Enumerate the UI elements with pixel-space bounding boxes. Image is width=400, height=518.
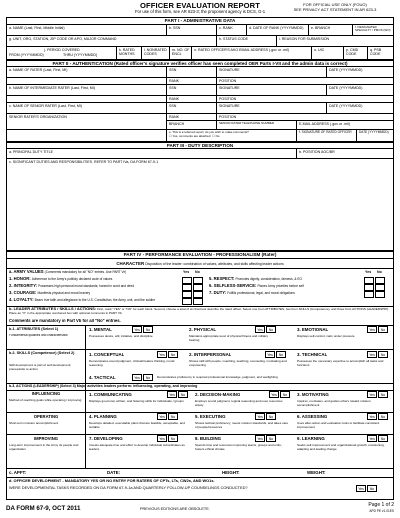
thru-field[interactable]: THRU (YYYYMMDD) bbox=[63, 53, 98, 57]
rater-blank bbox=[7, 78, 167, 85]
action-planning: 4. PLANNING bbox=[89, 414, 117, 419]
email-field[interactable]: n. RATED OFFICER'S AKO EMAIL ADDRESS (.gov or .mil) bbox=[192, 47, 312, 60]
psb-code-field[interactable]: q. PSB CODE bbox=[368, 47, 393, 60]
intermediate-rank-field[interactable]: RANK bbox=[167, 96, 217, 103]
influencing-desc: Method of reaching goals while operating / improving bbox=[9, 399, 82, 402]
rater-position-field[interactable]: POSITION bbox=[217, 78, 393, 85]
cmd-code-field[interactable]: p. CMD CODE bbox=[344, 47, 368, 60]
name-field[interactable]: a. NAME (Last, First, Middle Initial) bbox=[7, 25, 167, 36]
apft-date-label: DATE: bbox=[107, 470, 121, 475]
comments-mandatory-note: Comments are mandatory in Part Vb for all "No" entries. bbox=[9, 319, 121, 323]
value-selfless-key: 6. SELFLESS-SERVICE: bbox=[209, 284, 257, 288]
action-planning-yes[interactable]: Yes bbox=[157, 413, 167, 420]
intermediate-blank bbox=[7, 96, 167, 103]
attr-physical-desc: Maintains appropriate level of physical fitness and military bearing bbox=[189, 335, 268, 342]
skill-interpersonal-no[interactable]: No bbox=[276, 351, 286, 358]
value-selfless-service bbox=[209, 284, 361, 289]
height-label: HEIGHT: bbox=[222, 470, 240, 475]
integrity-yes-box[interactable] bbox=[182, 284, 192, 291]
senior-rater-signature-field[interactable]: SIGNATURE bbox=[217, 103, 327, 114]
yes-attached-label: Yes, comments are attached bbox=[172, 134, 211, 139]
duty-no-box[interactable] bbox=[375, 291, 385, 298]
courage-no-box[interactable] bbox=[193, 291, 203, 298]
duty-yes-box[interactable] bbox=[364, 291, 374, 298]
attr-mental-desc: Possesses desire, will, initiative, and discipline bbox=[89, 335, 153, 338]
army-values-title: a. ARMY VALUES bbox=[9, 270, 44, 274]
skill-tactical-desc: Demonstrates proficiency in required professional knowledge, judgment, and warfighting bbox=[157, 376, 278, 379]
action-executing-no[interactable]: No bbox=[266, 413, 276, 420]
action-planning-no[interactable]: No bbox=[168, 413, 178, 420]
senior-rater-date-field[interactable]: DATE (YYYYMMDD) bbox=[327, 103, 393, 114]
attr-mental-yes[interactable]: Yes bbox=[132, 326, 142, 333]
skills-desc: Skill development is part of self-development; prerequisite to action bbox=[9, 364, 72, 371]
action-communicating-no[interactable]: No bbox=[178, 391, 188, 398]
action-learning-desc: Seeks self-improvement and organizational growth; envisioning, adapting and leading change bbox=[297, 444, 385, 451]
action-developing: 7. DEVELOPING bbox=[89, 436, 123, 441]
action-building: 8. BUILDING bbox=[195, 436, 222, 441]
no-col-right: No bbox=[377, 270, 382, 274]
attributes-heading: b.1. ATTRIBUTES (Select 1) bbox=[9, 327, 59, 331]
no-col-left: No bbox=[195, 270, 200, 274]
attributes-desc: Fundamental qualities and characteristics bbox=[9, 334, 68, 337]
loyalty-no-box[interactable] bbox=[193, 298, 203, 305]
improving-desc: Long-term improvement in the Army its people and organization bbox=[9, 444, 79, 451]
honor-no-box[interactable] bbox=[193, 277, 203, 284]
ssn-field[interactable]: b. SSN bbox=[167, 25, 217, 36]
rater-ssn-field[interactable]: SSN bbox=[167, 67, 217, 78]
specialty-field[interactable]: f. DESIGNATED SPECIALTY / PMOS (WO) bbox=[353, 25, 393, 36]
rank-field[interactable]: c. RANK bbox=[217, 25, 247, 36]
action-motivating-no[interactable]: No bbox=[378, 391, 388, 398]
value-selfless-desc: Places Army priorities before self bbox=[257, 284, 304, 288]
skill-conceptual-no[interactable]: No bbox=[168, 351, 178, 358]
character-title: CHARACTER bbox=[116, 261, 145, 266]
value-respect-key: 5. RESPECT: bbox=[209, 277, 235, 281]
fouo-line-2: SEE PRIVACY ACT STATEMENT IN AR 623-3 bbox=[293, 7, 377, 13]
skill-conceptual-desc: Demonstrates sound judgment, critical/creative thinking, moral reasoning bbox=[89, 360, 175, 367]
value-honor-desc: Adherence to the Army's publicly declared code of values bbox=[31, 277, 113, 281]
attr-emotional: 3. EMOTIONAL bbox=[297, 327, 329, 332]
respect-yes-box[interactable] bbox=[364, 277, 374, 284]
referred-report-block bbox=[167, 130, 297, 142]
action-learning: 9. LEARNING bbox=[297, 436, 325, 441]
selfless-no-box[interactable] bbox=[375, 284, 385, 291]
yes-col-right: Yes bbox=[365, 270, 372, 274]
developmental-tasks-question: WERE DEVELOPMENTAL TASKS RECORDED ON DA FORM 67-9-1a AND QUARTERLY FOLLOW-UP COUNSELINGS CONDUCTED? bbox=[9, 486, 248, 490]
action-decision-making-desc: Employs sound judgment, logical reasoning and uses resources wisely bbox=[195, 400, 283, 407]
rater-rank-field[interactable]: RANK bbox=[167, 78, 217, 85]
significant-duties-field[interactable]: c. SIGNIFICANT DUTIES AND RESPONSIBILITIES. REFER TO PART IVa, DA FORM 67-9-1 bbox=[7, 159, 393, 251]
period-covered-label: j. PERIOD COVERED bbox=[44, 48, 80, 52]
improving-heading: IMPROVING bbox=[34, 437, 58, 441]
divider bbox=[7, 390, 393, 391]
skill-interpersonal-yes[interactable]: Yes bbox=[265, 351, 275, 358]
action-developing-no[interactable]: No bbox=[168, 435, 178, 442]
skill-technical-no[interactable]: No bbox=[378, 351, 388, 358]
referred-report-question: e. This is a referred report; do you wish to make comments? bbox=[169, 130, 249, 134]
divider bbox=[7, 349, 393, 350]
action-building-desc: Spends time and resources improving teams, groups and units; fosters ethical climate bbox=[195, 444, 282, 451]
action-assessing-no[interactable]: No bbox=[378, 413, 388, 420]
senior-rater-ssn-field[interactable]: SSN bbox=[167, 103, 217, 114]
intermediate-rater-signature-field[interactable]: SIGNATURE bbox=[217, 85, 327, 96]
value-courage-key: 3. COURAGE: bbox=[9, 291, 37, 295]
operating-desc: Short-term mission accomplishment bbox=[9, 422, 59, 425]
attr-emotional-desc: Displays self-control; calm under pressure bbox=[297, 335, 355, 338]
action-motivating: 3. MOTIVATING bbox=[297, 392, 329, 397]
army-values-line bbox=[9, 270, 126, 275]
loyalty-yes-box[interactable] bbox=[182, 298, 192, 305]
rated-officer-signature-field[interactable]: f. SIGNATURE OF RATED OFFICER bbox=[297, 130, 357, 142]
skill-technical-yes[interactable]: Yes bbox=[367, 351, 377, 358]
action-planning-desc: Develops detailed, executable plans that are feasible, acceptable, and suitable bbox=[89, 422, 185, 429]
page-indicator: Page 1 of 2 bbox=[368, 502, 394, 508]
nonrated-codes-field[interactable]: l. NONRATED CODES bbox=[142, 47, 170, 60]
character-line bbox=[7, 261, 393, 267]
weight-label: WEIGHT: bbox=[307, 470, 326, 475]
action-communicating-yes[interactable]: Yes bbox=[167, 391, 177, 398]
attr-mental: 1. MENTAL bbox=[89, 327, 112, 332]
no-checkbox[interactable]: ☐ bbox=[212, 134, 215, 139]
action-learning-yes[interactable]: Yes bbox=[367, 435, 377, 442]
intermediate-rater-date-field[interactable]: DATE (YYYYMMDD) bbox=[327, 85, 393, 96]
value-loyalty-key: 4. LOYALTY: bbox=[9, 298, 34, 302]
part3-header: PART III - DUTY DESCRIPTION bbox=[7, 142, 393, 149]
sr-org-blank bbox=[7, 130, 167, 142]
previous-editions-note: PREVIOUS EDITIONS ARE OBSOLETE. bbox=[140, 507, 210, 511]
action-communicating: 1. COMMUNICATING bbox=[89, 392, 132, 397]
position-aoc-field[interactable]: b. POSITION AOC/BR bbox=[297, 149, 393, 159]
action-building-yes[interactable]: Yes bbox=[255, 435, 265, 442]
form-subtitle: For use of this form, see AR 623-3; the proponent agency is DCS, G-1 bbox=[134, 9, 266, 14]
actions-heading: b.3. ACTIONS (LEADERSHIP) (Select 3) Major activities leaders perform: influencing, operating, and improving bbox=[9, 384, 198, 388]
senior-rater-rank-field[interactable]: RANK bbox=[167, 114, 217, 121]
apd-version: APD PE v1.01ES bbox=[369, 509, 394, 513]
influencing-heading: INFLUENCING bbox=[31, 392, 61, 396]
value-loyalty bbox=[9, 298, 179, 303]
intermediate-rater-ssn-field[interactable]: SSN bbox=[167, 85, 217, 96]
action-assessing: 6. ASSESSING bbox=[297, 414, 328, 419]
senior-rater-name-field[interactable]: c. NAME OF SENIOR RATER (Last, First, MI) bbox=[7, 103, 167, 114]
value-integrity-key: 2. INTEGRITY: bbox=[9, 284, 38, 288]
period-covered-block bbox=[7, 47, 117, 60]
attr-emotional-no[interactable]: No bbox=[378, 326, 388, 333]
senior-rater-email-field[interactable]: E-MAIL ADDRESS (.gov or .mil) bbox=[297, 121, 393, 130]
character-description: Disposition of the leader: combination of values, attributes, and skills affecting leader actions bbox=[145, 262, 284, 266]
reason-field[interactable]: i. REASON FOR SUBMISSION bbox=[277, 36, 393, 47]
branch-field[interactable]: e. BRANCH bbox=[309, 25, 353, 36]
officer-development-heading: d. OFFICER DEVELOPMENT - MANDATORY YES OR NO ENTRY FOR RATERS OF CPTs, LTs, CW2s, AND WO1s. bbox=[9, 479, 215, 483]
intermediate-position-field[interactable]: POSITION bbox=[217, 96, 393, 103]
principal-duty-field[interactable]: a. PRINCIPAL DUTY TITLE bbox=[7, 149, 297, 159]
integrity-no-box[interactable] bbox=[193, 284, 203, 291]
form-body bbox=[6, 17, 394, 500]
status-code-field[interactable]: h. STATUS CODE bbox=[217, 36, 277, 47]
leader-attributes-title: b. LEADER ATTRIBUTES / SKILLS / ACTIONS: bbox=[9, 307, 97, 311]
action-executing-yes[interactable]: Yes bbox=[255, 413, 265, 420]
attr-emotional-yes[interactable]: Yes bbox=[367, 326, 377, 333]
value-loyalty-desc: Bears true faith and allegiance to the U.S. Constitution, the Army, unit, and the soldier bbox=[34, 298, 156, 302]
respect-no-box[interactable] bbox=[375, 277, 385, 284]
value-honor-key: 1. HONOR: bbox=[9, 277, 31, 281]
value-duty-key: 7. DUTY: bbox=[209, 291, 227, 295]
skill-technical: 3. TECHNICAL bbox=[297, 352, 328, 357]
divider bbox=[7, 268, 393, 269]
skill-conceptual: 1. CONCEPTUAL bbox=[89, 352, 125, 357]
skill-tactical-no[interactable]: No bbox=[143, 374, 153, 381]
value-respect bbox=[209, 277, 361, 282]
form-number: DA FORM 67-9, OCT 2011 bbox=[6, 505, 81, 512]
senior-rater-phone-field[interactable]: SENIOR RATER TELEPHONE NUMBER bbox=[217, 121, 297, 130]
value-duty-desc: Fulfills professional, legal, and moral obligations bbox=[227, 291, 295, 295]
yes-col-left: Yes bbox=[183, 270, 190, 274]
referred-options bbox=[169, 135, 295, 138]
value-integrity bbox=[9, 284, 179, 289]
army-values-note: (Comments mandatory for all "NO" entries. Use PART Vb) bbox=[44, 270, 127, 274]
action-decision-making: 2. DECISION-MAKING bbox=[195, 392, 241, 397]
skill-conceptual-yes[interactable]: Yes bbox=[157, 351, 167, 358]
action-motivating-desc: Inspires, motivates, and guides others toward mission accomplishment bbox=[297, 400, 371, 407]
fouo-notice bbox=[276, 2, 394, 13]
intermediate-rater-name-field[interactable]: b. NAME OF INTERMEDIATE RATER (Last, First, MI) bbox=[7, 85, 167, 96]
apft-label: c. APFT: bbox=[9, 470, 27, 475]
operating-heading: OPERATING bbox=[33, 415, 59, 419]
action-learning-no[interactable]: No bbox=[378, 435, 388, 442]
action-decision-making-no[interactable]: No bbox=[280, 391, 290, 398]
senior-rater-org-field[interactable]: SENIOR RATER'S ORGANIZATION bbox=[7, 114, 167, 130]
senior-rater-position-field[interactable]: POSITION bbox=[217, 114, 393, 121]
unit-field[interactable]: g. UNIT, ORG, STATION, ZIP CODE OR APO, MAJOR COMMAND bbox=[7, 36, 217, 47]
rater-date-field[interactable]: DATE (YYYYMMDD) bbox=[327, 67, 393, 78]
action-executing: 5. EXECUTING bbox=[195, 414, 226, 419]
form-title: OFFICER EVALUATION REPORT bbox=[140, 1, 260, 10]
divider bbox=[7, 412, 393, 413]
action-building-no[interactable]: No bbox=[266, 435, 276, 442]
courage-yes-box[interactable] bbox=[182, 291, 192, 298]
attr-physical-yes[interactable]: Yes bbox=[255, 326, 265, 333]
value-honor bbox=[9, 277, 179, 282]
action-assessing-desc: Uses after-action and evaluation tools to facilitate consistent improvement bbox=[297, 422, 380, 429]
part4-header: PART IV - PERFORMANCE EVALUATION - PROFESSIONALISM (Rater) bbox=[7, 251, 393, 259]
date-of-rank-field[interactable]: d. DATE OF RANK (YYYYMMDD) bbox=[247, 25, 309, 36]
divider bbox=[7, 325, 393, 326]
action-communicating-desc: Displays good oral, written, and listening skills for individuals / groups bbox=[89, 400, 184, 403]
senior-rater-branch-field[interactable]: BRANCH bbox=[167, 121, 217, 130]
action-developing-yes[interactable]: Yes bbox=[157, 435, 167, 442]
part1-header: PART I - ADMINISTRATIVE DATA bbox=[7, 18, 393, 25]
no-label: No bbox=[215, 134, 220, 139]
skill-tactical-yes[interactable]: Yes bbox=[132, 374, 142, 381]
value-courage bbox=[9, 291, 179, 296]
skill-tactical: 4. TACTICAL bbox=[89, 375, 116, 380]
action-motivating-yes[interactable]: Yes bbox=[367, 391, 377, 398]
attr-mental-no[interactable]: No bbox=[143, 326, 153, 333]
part2-header: PART II - AUTHENTICATION (Rated officer's signature verifies officer has seen completed OER Parts I-VII and the admin data is correct) bbox=[7, 60, 393, 67]
action-decision-making-yes[interactable]: Yes bbox=[269, 391, 279, 398]
enclosures-field[interactable]: m. NO. OF ENCL bbox=[170, 47, 192, 60]
value-duty bbox=[209, 291, 361, 296]
yes-attached-checkbox[interactable]: ☐ bbox=[169, 134, 172, 139]
selfless-yes-box[interactable] bbox=[364, 284, 374, 291]
divider bbox=[7, 434, 393, 435]
leader-attributes-desc: First, mark "YES" or "NO" for each block. Second, choose a total of six that best describe the rated officer. Select one from ATTRIBUTES, two from SKILLS (Competence), and three from ACTIONS (LEADERSHIP). Place an "X" in the appropriate numbered box with optional comments in PART Vb. bbox=[9, 307, 390, 315]
uic-field[interactable]: o. UIC bbox=[312, 47, 344, 60]
action-assessing-yes[interactable]: Yes bbox=[367, 413, 377, 420]
rated-officer-date-field[interactable]: DATE (YYYYMMDD) bbox=[357, 130, 393, 142]
skills-heading: b.2. SKILLS (Competence) (Select 2) bbox=[9, 351, 75, 355]
divider bbox=[7, 468, 393, 469]
value-courage-desc: Manifests physical and moral bravery bbox=[37, 291, 91, 295]
from-field[interactable]: FROM (YYYYMMDD) bbox=[9, 53, 44, 57]
divider bbox=[7, 477, 393, 478]
value-respect-desc: Promotes dignity, consideration, fairness, & EO bbox=[235, 277, 302, 281]
value-integrity-desc: Possesses high personal moral standards; honest in word and deed bbox=[38, 284, 135, 288]
fouo-line-1: FOR OFFICIAL USE ONLY (FOUO) bbox=[303, 2, 367, 7]
dev-tasks-no[interactable]: No bbox=[367, 485, 377, 492]
skill-technical-desc: Possesses the necessary expertise to accomplish all tasks and functions bbox=[297, 360, 384, 367]
rated-months-field[interactable]: k. RATED MONTHS bbox=[117, 47, 142, 60]
leader-attributes-block bbox=[9, 307, 393, 315]
honor-yes-box[interactable] bbox=[182, 277, 192, 284]
skill-interpersonal-desc: Shows skill with people: coaching, teaching, counseling, motivating and empowering bbox=[189, 360, 287, 367]
rater-name-field[interactable]: a. NAME OF RATER (Last, First, MI) bbox=[7, 67, 167, 78]
attr-physical-no[interactable]: No bbox=[266, 326, 276, 333]
rater-signature-field[interactable]: SIGNATURE bbox=[217, 67, 327, 78]
attr-physical: 2. PHYSICAL bbox=[189, 327, 217, 332]
action-executing-desc: Shows tactical proficiency, meets mission standards, and takes care of people/resources bbox=[195, 422, 289, 429]
left-column-divider bbox=[85, 325, 86, 468]
action-developing-desc: Invests adequate time and effort to develop individual subordinates as leaders bbox=[89, 444, 185, 451]
skill-interpersonal: 2. INTERPERSONAL bbox=[189, 352, 232, 357]
dev-tasks-yes[interactable]: Yes bbox=[356, 485, 366, 492]
